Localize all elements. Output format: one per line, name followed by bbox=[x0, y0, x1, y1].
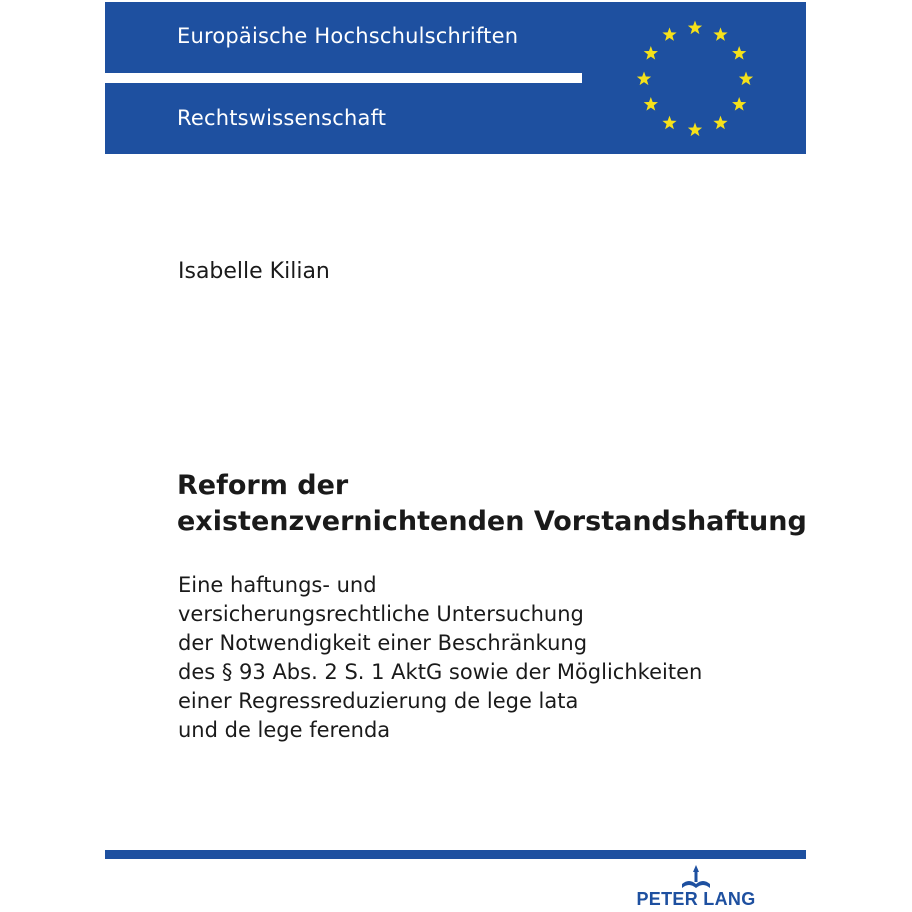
star-icon bbox=[637, 72, 651, 86]
subtitle-line: des § 93 Abs. 2 S. 1 AktG sowie der Möglichkeiten bbox=[178, 660, 703, 684]
bottom-rule bbox=[105, 850, 806, 859]
star-icon bbox=[644, 46, 658, 60]
star-icon bbox=[662, 116, 676, 130]
sub-series-title: Rechtswissenschaft bbox=[177, 106, 387, 130]
series-banner bbox=[105, 2, 806, 154]
star-icon bbox=[713, 116, 727, 130]
subtitle-line: und de lege ferenda bbox=[178, 718, 391, 742]
star-icon bbox=[688, 21, 702, 35]
star-icon bbox=[732, 46, 746, 60]
star-icon bbox=[713, 27, 727, 41]
subtitle-line: einer Regressreduzierung de lege lata bbox=[178, 689, 579, 713]
publisher-block bbox=[634, 864, 758, 908]
star-icon bbox=[732, 97, 746, 111]
subtitle-line: versicherungsrechtliche Untersuchung bbox=[178, 602, 584, 626]
book-title bbox=[177, 468, 807, 540]
publisher-logo-icon bbox=[680, 864, 712, 890]
star-icon bbox=[739, 72, 753, 86]
series-title: Europäische Hochschulschriften bbox=[177, 24, 519, 48]
book-title-line: existenzvernichtenden Vorstandshaftung bbox=[177, 506, 807, 537]
subtitle-line: Eine haftungs- und bbox=[178, 573, 377, 597]
star-icon bbox=[688, 123, 702, 137]
author-name: Isabelle Kilian bbox=[178, 259, 330, 284]
book-subtitle bbox=[178, 571, 702, 745]
star-icon bbox=[662, 27, 676, 41]
book-title-line: Reform der bbox=[177, 470, 349, 501]
subtitle-line: der Notwendigkeit einer Beschränkung bbox=[178, 631, 588, 655]
banner-divider bbox=[105, 73, 582, 83]
eu-stars-icon bbox=[630, 16, 760, 146]
publisher-name: PETER LANG bbox=[636, 889, 756, 909]
star-icon bbox=[644, 97, 658, 111]
